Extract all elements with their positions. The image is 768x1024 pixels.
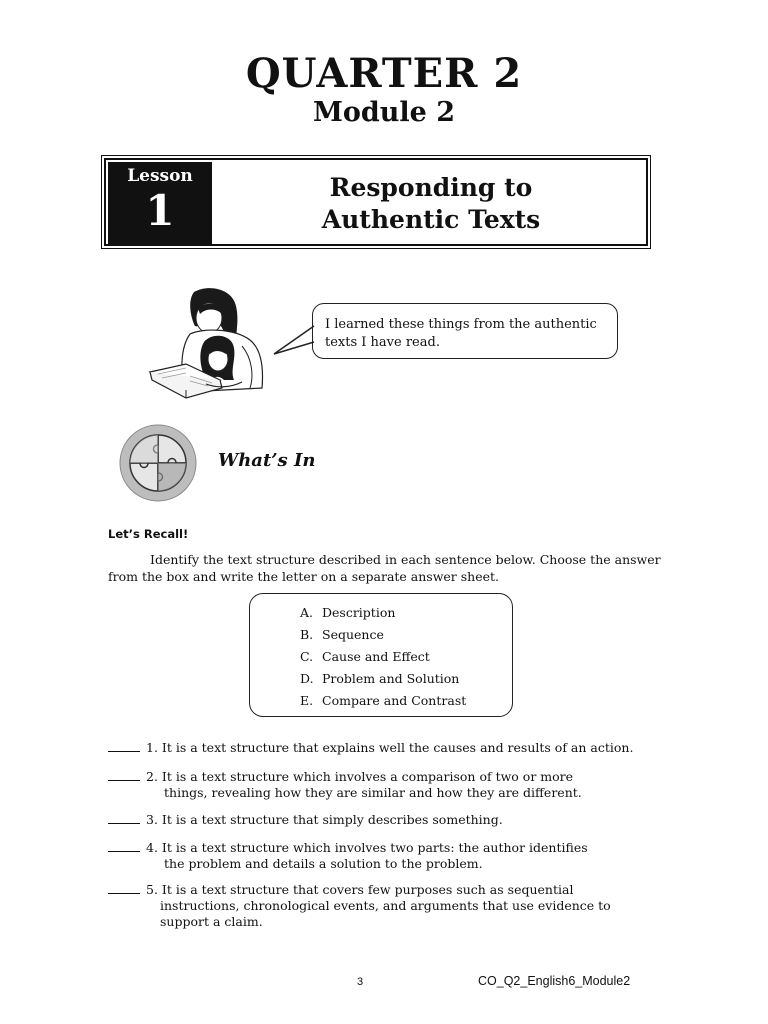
speech-bubble-tail	[270, 320, 318, 360]
speech-bubble-line1: I learned these things from the authentic	[325, 317, 597, 332]
speech-bubble-line2: texts I have read.	[325, 335, 440, 350]
answer-blank[interactable]	[108, 883, 140, 894]
choice-item	[300, 668, 512, 690]
activity-label: Let’s Recall!	[108, 527, 189, 541]
choice-item	[300, 690, 512, 712]
lesson-label: Lesson	[127, 166, 193, 186]
choice-text: Sequence	[322, 627, 384, 642]
choice-letter: E.	[300, 693, 314, 708]
choice-letter: A.	[300, 605, 314, 620]
footer-module-code: CO_Q2_English6_Module2	[478, 974, 631, 988]
question-5	[108, 882, 668, 930]
mother-child-reading-illustration	[146, 284, 270, 404]
page-number: 3	[357, 976, 364, 988]
choice-item	[300, 624, 512, 646]
answer-blank[interactable]	[108, 841, 140, 852]
choice-letter: D.	[300, 671, 314, 686]
lesson-tab	[108, 162, 212, 244]
choice-text: Compare and Contrast	[322, 693, 467, 708]
lesson-title-line2: Authentic Texts	[321, 205, 541, 234]
question-2	[108, 769, 668, 801]
question-text: 3. It is a text structure that simply describes something.	[146, 812, 503, 827]
module-heading: Module 2	[312, 97, 456, 128]
question-1	[108, 740, 668, 756]
answer-blank[interactable]	[108, 770, 140, 781]
question-text-cont: things, revealing how they are similar and how they are different.	[164, 785, 582, 800]
question-text-cont: support a claim.	[160, 914, 263, 929]
choice-letter: B.	[300, 627, 314, 642]
choice-item	[300, 602, 512, 624]
question-3	[108, 812, 668, 828]
instructions-line1: Identify the text structure described in each sentence below. Choose the answer	[150, 552, 661, 567]
puzzle-icon	[118, 423, 198, 503]
instructions	[108, 551, 668, 585]
choice-text: Problem and Solution	[322, 671, 460, 686]
question-text-cont: instructions, chronological events, and arguments that use evidence to	[160, 898, 611, 913]
answer-blank[interactable]	[108, 741, 140, 752]
question-text: 1. It is a text structure that explains well the causes and results of an action.	[146, 740, 634, 755]
choice-text: Description	[322, 605, 396, 620]
choice-item	[300, 646, 512, 668]
question-text: 4. It is a text structure which involves two parts: the author identifies	[146, 840, 588, 855]
section-heading: What’s In	[218, 450, 316, 471]
lesson-title-line1: Responding to	[329, 173, 533, 202]
question-text: 2. It is a text structure which involves a comparison of two or more	[146, 769, 574, 784]
question-text-cont: the problem and details a solution to the problem.	[164, 856, 483, 871]
choices-box	[249, 593, 513, 717]
lesson-number: 1	[145, 186, 175, 235]
lesson-title	[216, 172, 646, 236]
answer-blank[interactable]	[108, 813, 140, 824]
question-text: 5. It is a text structure that covers few purposes such as sequential	[146, 882, 574, 897]
speech-bubble	[312, 303, 618, 359]
question-4	[108, 840, 668, 872]
choice-text: Cause and Effect	[322, 649, 430, 664]
choice-letter: C.	[300, 649, 314, 664]
instructions-line2: from the box and write the letter on a separate answer sheet.	[108, 569, 500, 584]
quarter-heading: QUARTER 2	[245, 50, 523, 97]
